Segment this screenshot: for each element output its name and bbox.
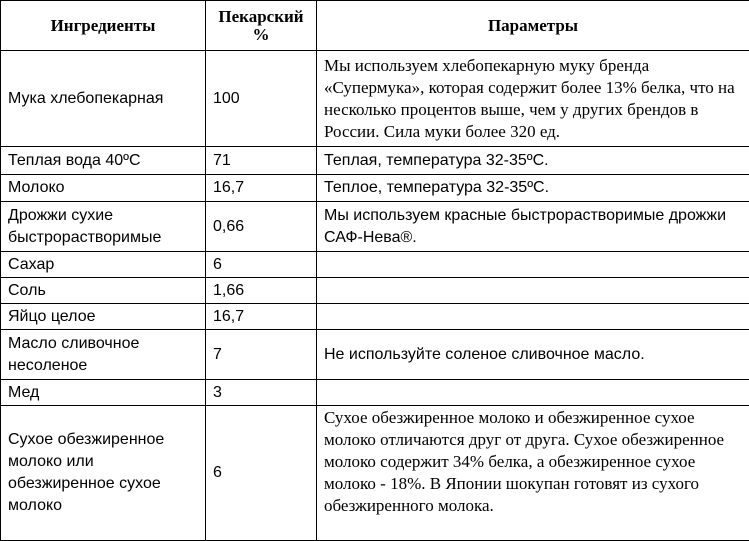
header-ingredients: Ингредиенты [1, 1, 206, 51]
percent-cell: 100 [206, 51, 317, 147]
params-cell: Мы используем красные быстрорастворимые дрожжи САФ-Нева®. [317, 202, 749, 252]
params-cell [317, 380, 749, 406]
ingredient-cell: Сахар [1, 252, 206, 278]
ingredient-cell: Теплая вода 40ºС [1, 147, 206, 175]
params-cell: Теплое, температура 32-35ºС. [317, 175, 749, 202]
table-row [1, 202, 749, 252]
params-cell [317, 278, 749, 304]
percent-cell: 1,66 [206, 278, 317, 304]
table-row [1, 330, 749, 380]
ingredient-cell: Дрожжи сухие быстрорастворимые [1, 202, 206, 252]
header-baker-percent: Пекарский % [206, 1, 317, 51]
percent-cell: 7 [206, 330, 317, 380]
percent-cell: 71 [206, 147, 317, 175]
ingredient-cell: Яйцо целое [1, 304, 206, 330]
table-header-row [1, 1, 749, 51]
ingredient-cell: Соль [1, 278, 206, 304]
ingredient-cell: Молоко [1, 175, 206, 202]
table-row [1, 278, 749, 304]
percent-cell: 6 [206, 252, 317, 278]
params-cell [317, 304, 749, 330]
table-row [1, 252, 749, 278]
percent-cell: 0,66 [206, 202, 317, 252]
table-row [1, 406, 749, 541]
params-cell: Сухое обезжиренное молоко и обезжиренное сухое молоко отличаются друг от друга. Сухое обезжиренное молоко содержит 34% белка, а обезжиренное сухое молоко - 18%. В Японии шокупан готовят из сухого обезжиренного молока. [317, 406, 749, 541]
percent-cell: 6 [206, 406, 317, 541]
params-cell: Не используйте соленое сливочное масло. [317, 330, 749, 380]
table-row [1, 51, 749, 147]
ingredient-cell: Сухое обезжиренное молоко или обезжиренное сухое молоко [1, 406, 206, 541]
ingredient-cell: Мука хлебопекарная [1, 51, 206, 147]
params-cell: Мы используем хлебопекарную муку бренда «Супермука», которая содержит более 13% белка, что на несколько процентов выше, чем у других брендов в России. Сила муки более 320 ед. [317, 51, 749, 147]
percent-cell: 16,7 [206, 304, 317, 330]
percent-cell: 3 [206, 380, 317, 406]
params-cell [317, 252, 749, 278]
table-row [1, 147, 749, 175]
params-cell: Теплая, температура 32-35ºС. [317, 147, 749, 175]
table-row [1, 380, 749, 406]
ingredient-cell: Масло сливочное несоленое [1, 330, 206, 380]
table-row [1, 175, 749, 202]
header-parameters: Параметры [317, 1, 749, 51]
ingredient-cell: Мед [1, 380, 206, 406]
table-row [1, 304, 749, 330]
percent-cell: 16,7 [206, 175, 317, 202]
